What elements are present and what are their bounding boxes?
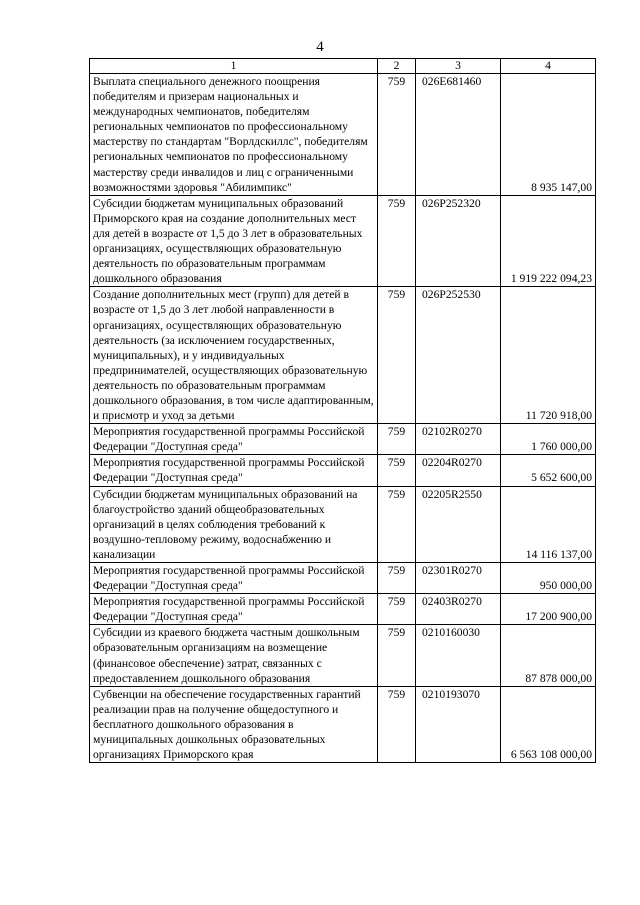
row-amount: 950 000,00 xyxy=(501,563,596,594)
row-target-code: 026E681460 xyxy=(416,74,501,196)
table-row xyxy=(90,195,596,287)
row-grbs-code: 759 xyxy=(378,424,416,455)
row-grbs-code: 759 xyxy=(378,287,416,424)
row-amount: 6 563 108 000,00 xyxy=(501,686,596,762)
row-description: Мероприятия государственной программы Российской Федерации "Доступная среда" xyxy=(90,455,378,486)
row-target-code: 02205R2550 xyxy=(416,486,501,562)
row-target-code: 026P252530 xyxy=(416,287,501,424)
row-amount: 1 760 000,00 xyxy=(501,424,596,455)
header-col-2: 2 xyxy=(378,59,416,74)
row-target-code: 0210193070 xyxy=(416,686,501,762)
row-description: Мероприятия государственной программы Российской Федерации "Доступная среда" xyxy=(90,594,378,625)
table-row xyxy=(90,287,596,424)
row-description: Создание дополнительных мест (групп) для детей в возрасте от 1,5 до 3 лет любой направленности в организациях, осуществляющих образовательную деятельность (за исключением государственных, муниципальных), и у индивидуальных предпринимателей, осуществляющих образовательную деятельность по образовательным программам дошкольного образования, в том числе адаптированным, и присмотр и уход за детьми xyxy=(90,287,378,424)
header-col-3: 3 xyxy=(416,59,501,74)
row-grbs-code: 759 xyxy=(378,74,416,196)
row-target-code: 02204R0270 xyxy=(416,455,501,486)
row-grbs-code: 759 xyxy=(378,686,416,762)
table-body xyxy=(90,74,596,763)
budget-table xyxy=(89,58,596,763)
row-description: Выплата специального денежного поощрения победителям и призерам национальных и международных чемпионатов, победителям региональных чемпионатов по профессиональному мастерству по стандартам "Ворлдскиллс", победителям региональных чемпионатов по профессиональному мастерству среди инвалидов и лиц с ограниченными возможностями здоровья "Абилимпикс" xyxy=(90,74,378,196)
row-target-code: 02403R0270 xyxy=(416,594,501,625)
table-row xyxy=(90,74,596,196)
row-amount: 11 720 918,00 xyxy=(501,287,596,424)
row-amount: 87 878 000,00 xyxy=(501,625,596,686)
row-amount: 17 200 900,00 xyxy=(501,594,596,625)
row-description: Субсидии из краевого бюджета частным дошкольным образовательным организациям на возмещение (финансовое обеспечение) затрат, связанных с предоставлением дошкольного образования xyxy=(90,625,378,686)
row-amount: 14 116 137,00 xyxy=(501,486,596,562)
row-description: Субсидии бюджетам муниципальных образований Приморского края на создание дополнительных мест для детей в возрасте от 1,5 до 3 лет в образовательных организациях, осуществляющих образовательную деятельность по образовательным программам дошкольного образования xyxy=(90,195,378,287)
row-grbs-code: 759 xyxy=(378,594,416,625)
row-grbs-code: 759 xyxy=(378,486,416,562)
header-col-1: 1 xyxy=(90,59,378,74)
row-target-code: 02102R0270 xyxy=(416,424,501,455)
row-amount: 5 652 600,00 xyxy=(501,455,596,486)
row-amount: 1 919 222 094,23 xyxy=(501,195,596,287)
table-row xyxy=(90,424,596,455)
header-col-4: 4 xyxy=(501,59,596,74)
row-target-code: 0210160030 xyxy=(416,625,501,686)
row-target-code: 02301R0270 xyxy=(416,563,501,594)
table-row xyxy=(90,455,596,486)
table-row xyxy=(90,563,596,594)
row-grbs-code: 759 xyxy=(378,455,416,486)
row-description: Мероприятия государственной программы Российской Федерации "Доступная среда" xyxy=(90,563,378,594)
page-number: 4 xyxy=(316,39,324,55)
row-description: Субвенции на обеспечение государственных гарантий реализации прав на получение общедоступного и бесплатного дошкольного образования в муниципальных дошкольных образовательных организациях Приморского края xyxy=(90,686,378,762)
row-description: Мероприятия государственной программы Российской Федерации "Доступная среда" xyxy=(90,424,378,455)
table-row xyxy=(90,625,596,686)
row-target-code: 026P252320 xyxy=(416,195,501,287)
table-header-row xyxy=(90,59,596,74)
table-row xyxy=(90,486,596,562)
row-grbs-code: 759 xyxy=(378,195,416,287)
table-row xyxy=(90,594,596,625)
row-description: Субсидии бюджетам муниципальных образований на благоустройство зданий общеобразовательных организаций в целях соблюдения требований к воздушно-тепловому режиму, водоснабжению и канализации xyxy=(90,486,378,562)
row-amount: 8 935 147,00 xyxy=(501,74,596,196)
row-grbs-code: 759 xyxy=(378,563,416,594)
row-grbs-code: 759 xyxy=(378,625,416,686)
table-row xyxy=(90,686,596,762)
